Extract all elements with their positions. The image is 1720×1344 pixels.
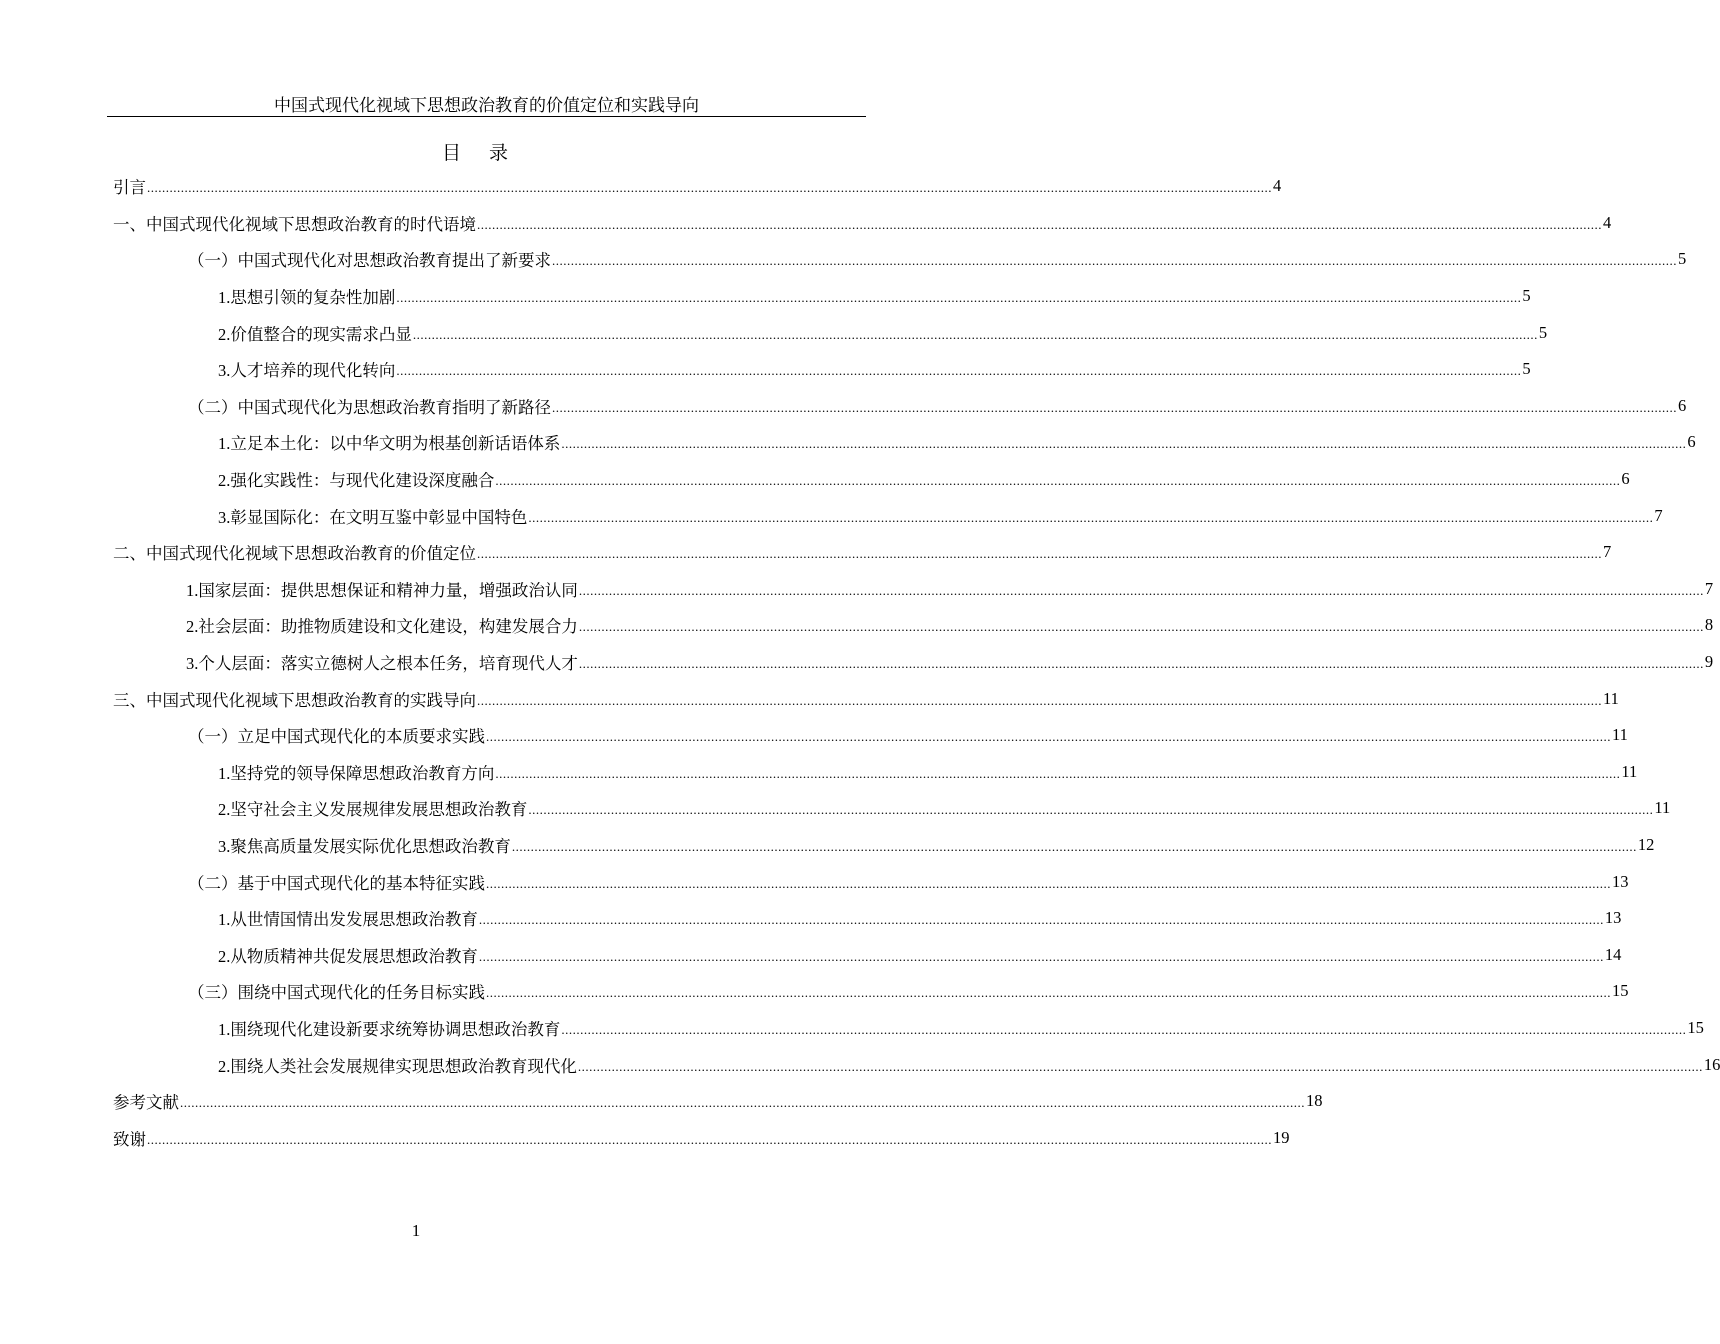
toc-entry-label: 三、中国式现代化视域下思想政治教育的实践导向 xyxy=(113,690,476,710)
toc-entry-page: 16 xyxy=(1703,1054,1720,1074)
dot-leader: ............................................................................................................................................................................................................................................................................................................ xyxy=(412,326,1538,342)
toc-entry[interactable] xyxy=(113,168,1282,205)
toc-entry-label: （二）基于中国式现代化的基本特征实践 xyxy=(188,873,485,893)
toc-entry[interactable] xyxy=(113,497,1663,534)
toc-entry-page: 6 xyxy=(1687,432,1696,452)
toc-entry-label: 引言 xyxy=(113,178,146,198)
toc-entry[interactable] xyxy=(113,571,1714,608)
toc-entry-page: 19 xyxy=(1273,1127,1290,1147)
toc-entry-label: 2.从物质精神共促发展思想政治教育 xyxy=(218,946,478,966)
dot-leader: ............................................................................................................................................................................................................................................................................................................ xyxy=(147,180,1272,196)
toc-entry[interactable] xyxy=(113,644,1714,681)
dot-leader: ............................................................................................................................................................................................................................................................................................................ xyxy=(495,765,1621,781)
dot-leader: ............................................................................................................................................................................................................................................................................................................ xyxy=(578,619,1704,635)
toc-entry[interactable] xyxy=(113,241,1687,278)
toc-entry-label: 3.聚焦高质量发展实际优化思想政治教育 xyxy=(218,836,511,856)
toc-entry-page: 5 xyxy=(1538,322,1548,342)
toc-entry[interactable] xyxy=(113,827,1655,864)
toc-entry-page: 5 xyxy=(1522,286,1531,306)
toc-entry[interactable] xyxy=(113,388,1687,425)
toc-entry-label: 参考文献 xyxy=(113,1093,179,1113)
toc-entry-label: 3.人才培养的现代化转向 xyxy=(218,361,396,381)
toc-entry[interactable] xyxy=(113,1010,1704,1047)
dot-leader: ............................................................................................................................................................................................................................................................................................................ xyxy=(396,363,1522,379)
toc-entry[interactable] xyxy=(113,314,1548,351)
dot-leader: ............................................................................................................................................................................................................................................................................................................ xyxy=(528,509,1654,525)
toc-entry-page: 4 xyxy=(1603,212,1612,232)
dot-leader: ............................................................................................................................................................................................................................................................................................................ xyxy=(578,656,1704,672)
toc-entry-page: 9 xyxy=(1704,652,1714,672)
toc-entry-label: 1.从世情国情出发发展思想政治教育 xyxy=(218,910,478,930)
dot-leader: ............................................................................................................................................................................................................................................................................................................ xyxy=(561,1021,1687,1037)
header-rule xyxy=(107,116,866,117)
toc-entry[interactable] xyxy=(113,680,1619,717)
dot-leader: ............................................................................................................................................................................................................................................................................................................ xyxy=(477,216,1602,232)
toc-entry[interactable] xyxy=(113,973,1629,1010)
toc-entry-page: 12 xyxy=(1637,834,1655,854)
toc-entry-label: 1.国家层面：提供思想保证和精神力量，增强政治认同 xyxy=(186,580,578,600)
toc-entry-label: （一）中国式现代化对思想政治教育提出了新要求 xyxy=(188,251,551,271)
toc-entry-label: 一、中国式现代化视域下思想政治教育的时代语境 xyxy=(113,214,476,234)
toc-entry[interactable] xyxy=(113,205,1612,242)
toc-entry-label: （二）中国式现代化为思想政治教育指明了新路径 xyxy=(188,397,551,417)
dot-leader: ............................................................................................................................................................................................................................................................................................................ xyxy=(552,253,1677,269)
toc-entry[interactable] xyxy=(113,424,1696,461)
toc-entry[interactable] xyxy=(113,936,1622,973)
toc-entry-label: 3.个人层面：落实立德树人之根本任务，培育现代人才 xyxy=(186,654,578,674)
toc-entry-page: 4 xyxy=(1273,176,1282,196)
toc-entry-label: 1.坚持党的领导保障思想政治教育方向 xyxy=(218,763,495,783)
dot-leader: ............................................................................................................................................................................................................................................................................................................ xyxy=(477,692,1602,708)
toc-entry-label: 3.彰显国际化：在文明互鉴中彰显中国特色 xyxy=(218,507,528,527)
toc-entry-page: 18 xyxy=(1306,1091,1323,1111)
toc-entry-page: 11 xyxy=(1603,688,1619,708)
toc-entry-label: 1.立足本土化：以中华文明为根基创新话语体系 xyxy=(218,434,561,454)
toc-entry[interactable] xyxy=(113,461,1630,498)
dot-leader: ............................................................................................................................................................................................................................................................................................................ xyxy=(478,948,1604,964)
toc-entry[interactable] xyxy=(113,754,1638,791)
dot-leader: ............................................................................................................................................................................................................................................................................................................ xyxy=(478,912,1604,928)
dot-leader: ............................................................................................................................................................................................................................................................................................................ xyxy=(396,290,1522,306)
toc-entry-label: 1.思想引领的复杂性加剧 xyxy=(218,288,396,308)
toc-entry-page: 5 xyxy=(1522,359,1531,379)
dot-leader: ............................................................................................................................................................................................................................................................................................................ xyxy=(552,399,1677,415)
toc-entry-page: 6 xyxy=(1621,469,1630,489)
dot-leader: ............................................................................................................................................................................................................................................................................................................ xyxy=(511,838,1637,854)
dot-leader: ............................................................................................................................................................................................................................................................................................................ xyxy=(495,473,1621,489)
toc-entry-label: 致谢 xyxy=(113,1129,146,1149)
toc-entry[interactable] xyxy=(113,278,1531,315)
toc-entry[interactable] xyxy=(113,534,1612,571)
dot-leader: ............................................................................................................................................................................................................................................................................................................ xyxy=(577,1058,1703,1074)
toc-entry-page: 11 xyxy=(1654,798,1671,818)
toc-entry[interactable] xyxy=(113,717,1628,754)
toc-entry-page: 5 xyxy=(1678,249,1687,269)
toc-entry-page: 7 xyxy=(1704,578,1714,598)
dot-leader: ............................................................................................................................................................................................................................................................................................................ xyxy=(180,1095,1305,1111)
toc-entry-label: 2.围绕人类社会发展规律实现思想政治教育现代化 xyxy=(218,1056,577,1076)
toc-entry-page: 6 xyxy=(1678,395,1687,415)
toc-entry-page: 13 xyxy=(1612,871,1629,891)
toc-title-char: 目 xyxy=(441,143,461,164)
toc-entry-page: 11 xyxy=(1621,761,1638,781)
toc-entry-label: 二、中国式现代化视域下思想政治教育的价值定位 xyxy=(113,544,476,564)
toc-entry-label: （一）立足中国式现代化的本质要求实践 xyxy=(188,727,485,747)
dot-leader: ............................................................................................................................................................................................................................................................................................................ xyxy=(561,436,1687,452)
toc-entry-page: 15 xyxy=(1687,1017,1704,1037)
dot-leader: ............................................................................................................................................................................................................................................................................................................ xyxy=(528,802,1654,818)
toc-entry[interactable] xyxy=(113,351,1531,388)
dot-leader: ............................................................................................................................................................................................................................................................................................................ xyxy=(486,875,1611,891)
toc-entry-label: 2.强化实践性：与现代化建设深度融合 xyxy=(218,471,495,491)
toc-entry-page: 7 xyxy=(1654,505,1663,525)
dot-leader: ............................................................................................................................................................................................................................................................................................................ xyxy=(578,582,1704,598)
toc-entry-label: 2.社会层面：助推物质建设和文化建设，构建发展合力 xyxy=(186,617,578,637)
page-number: 1 xyxy=(411,1221,421,1240)
toc-entry[interactable] xyxy=(113,900,1622,937)
toc-entry-label: 2.坚守社会主义发展规律发展思想政治教育 xyxy=(218,800,528,820)
toc-entry-label: 1.围绕现代化建设新要求统筹协调思想政治教育 xyxy=(218,1019,561,1039)
toc-title xyxy=(0,138,950,165)
toc-entry-page: 15 xyxy=(1612,981,1629,1001)
toc-entry[interactable] xyxy=(113,790,1671,827)
running-header: 中国式现代化视域下思想政治教育的价值定位和实践导向 xyxy=(274,96,699,115)
toc-entry-page: 11 xyxy=(1612,725,1628,745)
dot-leader: ............................................................................................................................................................................................................................................................................................................ xyxy=(486,729,1611,745)
toc-entry-page: 7 xyxy=(1603,542,1612,562)
toc-entry-page: 8 xyxy=(1704,615,1714,635)
toc-entry-label: （三）围绕中国式现代化的任务目标实践 xyxy=(188,983,485,1003)
toc-entry-page: 14 xyxy=(1604,944,1622,964)
table-of-contents xyxy=(113,168,1720,1156)
toc-entry-label: 2.价值整合的现实需求凸显 xyxy=(218,324,412,344)
toc-entry[interactable] xyxy=(113,1119,1290,1156)
dot-leader: ............................................................................................................................................................................................................................................................................................................ xyxy=(147,1131,1272,1147)
toc-entry[interactable] xyxy=(113,1083,1323,1120)
dot-leader: ............................................................................................................................................................................................................................................................................................................ xyxy=(477,546,1602,562)
toc-entry-page: 13 xyxy=(1604,908,1622,928)
dot-leader: ............................................................................................................................................................................................................................................................................................................ xyxy=(486,985,1611,1001)
toc-entry[interactable] xyxy=(113,863,1629,900)
toc-entry[interactable] xyxy=(113,1046,1720,1083)
toc-title-char: 录 xyxy=(489,143,509,164)
toc-entry[interactable] xyxy=(113,607,1714,644)
